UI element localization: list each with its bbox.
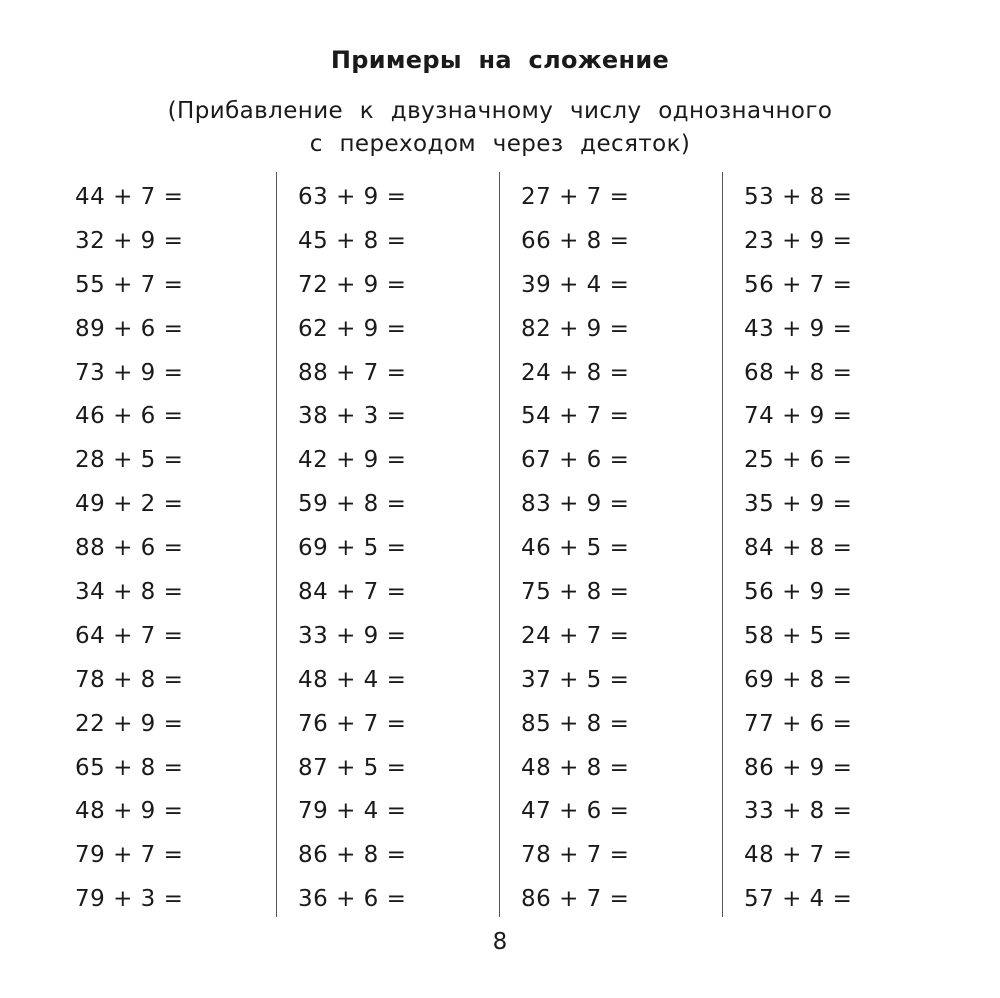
- problem-item: 44 + 7 =: [75, 184, 184, 210]
- problem-item: 24 + 8 =: [521, 359, 630, 386]
- problem-item: 84 + 7 =: [298, 579, 407, 606]
- problem-item: 77 + 6 =: [744, 710, 853, 737]
- problem-item: 56 + 9 =: [744, 579, 853, 606]
- problem-column-2: [298, 176, 498, 922]
- problem-item: 86 + 9 =: [744, 754, 853, 781]
- problem-item: 33 + 9 =: [298, 622, 407, 649]
- problem-item: 79 + 7 =: [75, 842, 184, 869]
- problem-item: 67 + 6 =: [521, 447, 630, 474]
- problem-item: 49 + 2 =: [75, 491, 184, 518]
- problem-item: 37 + 5 =: [521, 666, 630, 693]
- problem-item: 68 + 8 =: [744, 359, 853, 386]
- problem-item: 45 + 8 =: [298, 227, 407, 254]
- problem-item: 32 + 9 =: [75, 227, 184, 254]
- problem-item: 65 + 8 =: [75, 754, 184, 781]
- subtitle-line-1: (Прибавление к двузначному числу однозначного: [167, 98, 833, 124]
- problem-item: 46 + 5 =: [521, 535, 630, 562]
- problem-item: 38 + 3 =: [298, 403, 407, 430]
- page-title: Примеры на сложение: [330, 46, 670, 74]
- problem-item: 84 + 8 =: [744, 535, 853, 562]
- problem-item: 85 + 8 =: [521, 710, 630, 737]
- problem-item: 79 + 3 =: [75, 886, 184, 913]
- problem-item: 48 + 8 =: [521, 754, 630, 781]
- subtitle-line-2: с переходом через десяток): [309, 131, 691, 157]
- problem-item: 53 + 8 =: [744, 184, 853, 210]
- problem-item: 46 + 6 =: [75, 403, 184, 430]
- problem-item: 55 + 7 =: [75, 271, 184, 298]
- problem-item: 22 + 9 =: [75, 710, 184, 737]
- problem-item: 78 + 8 =: [75, 666, 184, 693]
- problem-item: 28 + 5 =: [75, 447, 184, 474]
- problem-item: 59 + 8 =: [298, 491, 407, 518]
- problem-item: 42 + 9 =: [298, 447, 407, 474]
- problem-column-1: [75, 176, 275, 922]
- problem-item: 88 + 6 =: [75, 535, 184, 562]
- page-subtitle: [0, 95, 1000, 161]
- problem-item: 23 + 9 =: [744, 227, 853, 254]
- problem-item: 35 + 9 =: [744, 491, 853, 518]
- column-divider: [276, 172, 277, 917]
- problem-item: 86 + 8 =: [298, 842, 407, 869]
- problem-item: 33 + 8 =: [744, 798, 853, 825]
- problem-item: 78 + 7 =: [521, 842, 630, 869]
- column-divider: [722, 172, 723, 917]
- problem-item: 82 + 9 =: [521, 315, 630, 342]
- problem-item: 39 + 4 =: [521, 271, 630, 298]
- problem-item: 66 + 8 =: [521, 227, 630, 254]
- problem-item: 58 + 5 =: [744, 622, 853, 649]
- problem-item: 24 + 7 =: [521, 622, 630, 649]
- problem-item: 47 + 6 =: [521, 798, 630, 825]
- problem-item: 34 + 8 =: [75, 579, 184, 606]
- problem-item: 72 + 9 =: [298, 271, 407, 298]
- column-divider: [499, 172, 500, 917]
- problem-item: 69 + 8 =: [744, 666, 853, 693]
- problem-item: 27 + 7 =: [521, 184, 630, 210]
- problem-item: 69 + 5 =: [298, 535, 407, 562]
- problem-item: 56 + 7 =: [744, 271, 853, 298]
- problem-item: 73 + 9 =: [75, 359, 184, 386]
- page-number: 8: [492, 929, 508, 955]
- problem-column-3: [521, 176, 721, 922]
- problem-item: 54 + 7 =: [521, 403, 630, 430]
- problem-item: 48 + 9 =: [75, 798, 184, 825]
- problem-item: 62 + 9 =: [298, 315, 407, 342]
- problem-item: 87 + 5 =: [298, 754, 407, 781]
- problem-item: 79 + 4 =: [298, 798, 407, 825]
- problem-column-4: [744, 176, 944, 922]
- problem-item: 88 + 7 =: [298, 359, 407, 386]
- problem-item: 48 + 7 =: [744, 842, 853, 869]
- problem-item: 25 + 6 =: [744, 447, 853, 474]
- problem-item: 48 + 4 =: [298, 666, 407, 693]
- problem-item: 36 + 6 =: [298, 886, 407, 913]
- problem-item: 75 + 8 =: [521, 579, 630, 606]
- problem-item: 83 + 9 =: [521, 491, 630, 518]
- problem-item: 43 + 9 =: [744, 315, 853, 342]
- problem-item: 63 + 9 =: [298, 184, 407, 210]
- problem-item: 64 + 7 =: [75, 622, 184, 649]
- problem-item: 76 + 7 =: [298, 710, 407, 737]
- problem-item: 89 + 6 =: [75, 315, 184, 342]
- problem-item: 86 + 7 =: [521, 886, 630, 913]
- problem-item: 74 + 9 =: [744, 403, 853, 430]
- problem-item: 57 + 4 =: [744, 886, 853, 913]
